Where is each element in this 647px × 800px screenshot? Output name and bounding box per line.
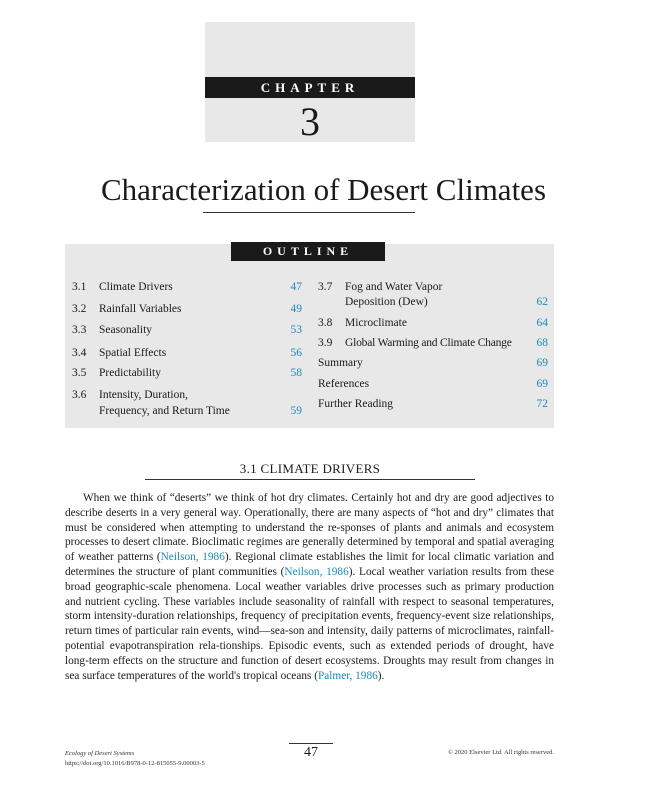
toc-page: 72 — [536, 398, 548, 410]
chapter-block — [205, 22, 415, 142]
chapter-number: 3 — [300, 99, 320, 144]
toc-title: Global Warming and Climate Change — [345, 337, 512, 349]
toc-entry-3-1[interactable] — [72, 280, 304, 295]
citation-link[interactable]: Neilson, 1986 — [160, 551, 225, 564]
doi-link[interactable]: https://doi.org/10.1016/B978-0-12-815055-9.00003-5 — [65, 760, 205, 767]
toc-title: Seasonality — [99, 324, 153, 336]
toc-entry-3-2[interactable] — [72, 302, 304, 317]
section-divider — [145, 479, 475, 480]
copyright-notice: © 2020 Elsevier Ltd. All rights reserved. — [447, 749, 554, 756]
toc-title-line2: Deposition (Dew) — [345, 296, 428, 308]
chapter-title: Characterization of Desert Climates — [100, 172, 547, 207]
toc-num: 3.1 — [72, 281, 87, 293]
citation-link[interactable]: Palmer, 1986 — [317, 669, 378, 682]
chapter-label: CHAPTER — [205, 77, 415, 98]
page-number: 47 — [304, 745, 318, 760]
toc-num: 3.2 — [72, 303, 87, 315]
body-text-2: ). Regional climate establishes the limit for local climatic variation and determines the structure of plant communities ( — [65, 551, 555, 578]
body-text-3: ). Local weather variation results from these broad geographic-scale phenomena. Local weather variables drive processes such as primary production and nutrient cycling. These variables include seasonality of rainfall with respect to seasonal temperatures, storm intensity-duration relationships, frequency of precipitation events, frequency-event size relationships, return times of particular rain events, wind—sea-son and intensity, daily patterns of microclimates, rainfall-potential evapotranspiration rela-tionships. Episodic events, such as extended periods of drought, have long-term effects on the structure and function of desert ecosystems. Droughts may result from changes in sea surface temperatures of the world's tropical oceans ( — [65, 565, 554, 682]
body-text-4: ). — [377, 669, 385, 682]
outline-label: OUTLINE — [231, 242, 385, 261]
toc-page: 59 — [290, 405, 302, 417]
toc-title: Intensity, Duration, — [99, 389, 189, 401]
toc-title: Further Reading — [318, 398, 394, 410]
journal-title: Ecology of Desert Systems — [65, 750, 135, 757]
toc-title-line2: Frequency, and Return Time — [99, 405, 230, 417]
toc-entry-3-6[interactable] — [72, 388, 304, 420]
footer-citation — [65, 749, 205, 769]
citation-link[interactable]: Neilson, 1986 — [284, 565, 349, 578]
toc-page: 62 — [536, 296, 548, 308]
section-heading: 3.1 CLIMATE DRIVERS — [239, 461, 381, 476]
toc-entry-3-4[interactable] — [72, 346, 304, 361]
toc-num: 3.9 — [318, 337, 333, 349]
toc-title: Microclimate — [345, 317, 407, 329]
toc-page: 53 — [290, 324, 302, 336]
toc-page: 49 — [290, 303, 302, 315]
toc-title: Climate Drivers — [99, 281, 173, 293]
toc-entry-references[interactable] — [318, 377, 550, 392]
body-paragraph — [65, 491, 554, 683]
toc-page: 47 — [290, 281, 302, 293]
footer-divider — [289, 743, 333, 744]
toc-entry-further-reading[interactable] — [318, 397, 550, 412]
toc-entry-3-3[interactable] — [72, 323, 304, 338]
toc-page: 69 — [536, 378, 548, 390]
toc-page: 58 — [290, 367, 302, 379]
toc-num: 3.4 — [72, 347, 87, 359]
title-divider — [203, 212, 415, 213]
toc-page: 68 — [536, 337, 548, 349]
toc-page: 64 — [536, 317, 548, 329]
toc-num: 3.7 — [318, 281, 333, 293]
toc-num: 3.5 — [72, 367, 87, 379]
toc-title: Fog and Water Vapor — [345, 281, 443, 293]
toc-page: 56 — [290, 347, 302, 359]
toc-title: References — [318, 378, 370, 390]
toc-entry-3-8[interactable] — [318, 316, 550, 331]
toc-page: 69 — [536, 357, 548, 369]
toc-entry-3-9[interactable] — [318, 336, 550, 351]
toc-entry-summary[interactable] — [318, 356, 550, 371]
body-text-1: When we think of “deserts” we think of hot dry climates. Certainly hot and dry are good adjectives to describe deserts in a very general way. Operationally, there are many aspects of “hot and dry” climates that must be considered when attempting to understand the re-sponses of plants and animals and ecosystem processes to desert climate. Bioclimatic regimes are generally determined by temporal and spatial averaging of weather patterns ( — [65, 492, 554, 564]
toc-entry-3-5[interactable] — [72, 366, 304, 381]
toc-title: Spatial Effects — [99, 347, 167, 359]
toc-num: 3.6 — [72, 389, 87, 401]
toc-num: 3.3 — [72, 324, 87, 336]
toc-title: Rainfall Variables — [99, 303, 182, 315]
toc-title: Summary — [318, 357, 363, 369]
toc-title: Predictability — [99, 367, 161, 379]
toc-num: 3.8 — [318, 317, 333, 329]
toc-entry-3-7[interactable] — [318, 280, 550, 312]
